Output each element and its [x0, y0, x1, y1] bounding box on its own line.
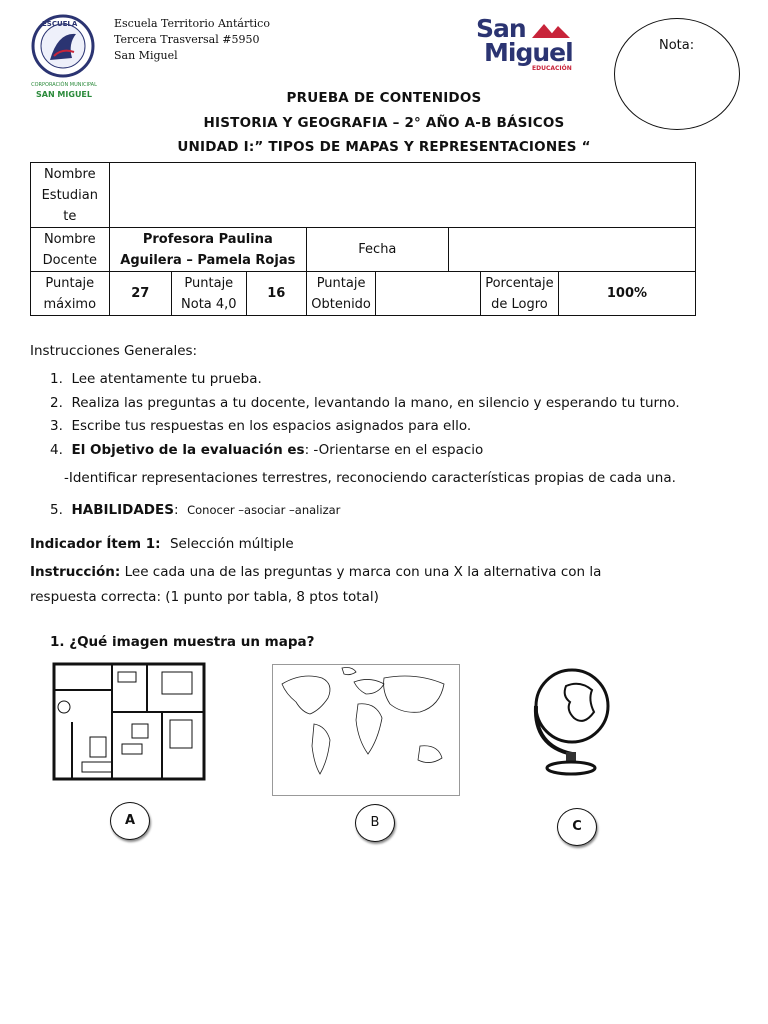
obtained-score-field[interactable]: [376, 272, 481, 316]
instruction-item: 4. El Objetivo de la evaluación es: -Orientarse en el espacio: [50, 441, 484, 458]
school-city: San Miguel: [114, 49, 178, 62]
world-map-image: [272, 664, 460, 796]
instruction-item: 1. Lee atentamente tu prueba.: [50, 371, 262, 387]
item-instruction: [30, 560, 601, 610]
brand-line1: San: [476, 14, 526, 43]
skills-item: 5. HABILIDADES: Conocer –asociar –analizar: [50, 502, 341, 518]
date-field[interactable]: [448, 228, 695, 272]
instruction-item-text: Escribe tus respuestas en los espacios asignados para ello.: [71, 418, 472, 434]
objective-rest: : -Orientarse en el espacio: [304, 441, 484, 458]
indicator-label: Indicador Ítem 1: [30, 536, 156, 552]
instruction-item: 2. Realiza las preguntas a tu docente, levantando la mano, en silencio y esperando tu turno.: [50, 394, 680, 411]
instruction-item: 3. Escribe tus respuestas en los espacios asignados para ello.: [50, 418, 472, 434]
objective-line2: -Identificar representaciones terrestres, reconociendo características propias de cada una.: [64, 470, 676, 486]
san-miguel-logo: [472, 14, 582, 74]
instruction-text: Lee cada una de las preguntas y marca con una X la alternativa con la: [120, 564, 602, 580]
option-b-button[interactable]: B: [355, 804, 395, 842]
question-1: [50, 634, 314, 650]
question-number: 1.: [50, 634, 65, 650]
instruction-item-text: Realiza las preguntas a tu docente, levantando la mano, en silencio y esperando tu turno.: [71, 394, 680, 411]
school-name: Escuela Territorio Antártico: [114, 17, 270, 30]
test-title: PRUEBA DE CONTENIDOS: [286, 90, 482, 106]
skills-text: Conocer –asociar –analizar: [187, 503, 341, 517]
logo-bottom-text-1: CORPORACIÓN MUNICIPAL: [31, 82, 97, 88]
date-label: Fecha: [307, 228, 449, 272]
subject-title: HISTORIA Y GEOGRAFIA – 2° AÑO A-B BÁSICOS: [203, 115, 565, 131]
max-score-value: 27: [109, 272, 171, 316]
pass-score-value: 16: [246, 272, 306, 316]
instruction-bold: Instrucción:: [30, 564, 121, 580]
question-text: ¿Qué imagen muestra un mapa?: [69, 634, 315, 650]
option-c-button[interactable]: C: [557, 808, 597, 846]
school-logo: [28, 12, 98, 102]
indicator-line: Indicador Ítem 1: Selección múltiple: [30, 536, 294, 552]
grade-circle[interactable]: [614, 18, 740, 130]
instructions-list: [50, 368, 680, 462]
max-score-label: Puntaje máximo: [31, 272, 110, 316]
option-a-button[interactable]: A: [110, 802, 150, 840]
student-name-label: Nombre Estudian te: [31, 163, 110, 228]
logo-top-text: ESCUELA: [42, 20, 78, 28]
indicator-value: Selección múltiple: [169, 536, 294, 552]
objective-bold: El Objetivo de la evaluación es: [71, 441, 305, 458]
percent-value: 100%: [558, 272, 695, 316]
pass-score-label: Puntaje Nota 4,0: [172, 272, 247, 316]
grade-label: Nota:: [659, 38, 695, 53]
student-info-table: [30, 162, 696, 316]
student-name-field[interactable]: [109, 163, 695, 228]
brand-sub: EDUCACIÓN: [532, 65, 572, 72]
logo-bottom-text-2: SAN MIGUEL: [36, 90, 92, 99]
brand-line2: Miguel: [484, 38, 573, 67]
globe-image: [522, 662, 614, 780]
instructions-heading: Instrucciones Generales:: [30, 343, 198, 359]
instruction-item-text: Lee atentamente tu prueba.: [71, 371, 262, 387]
obtained-score-label: Puntaje Obtenido: [307, 272, 376, 316]
floor-plan-image: [52, 662, 207, 782]
unit-title: UNIDAD I:” TIPOS DE MAPAS Y REPRESENTACIONES “: [177, 139, 591, 155]
school-street: Tercera Trasversal #5950: [114, 33, 260, 46]
instruction-text-2: respuesta correcta: (1 punto por tabla, 8 ptos total): [30, 589, 379, 605]
teacher-name-value: Profesora Paulina Aguilera – Pamela Rojas: [109, 228, 306, 272]
teacher-name-label: Nombre Docente: [31, 228, 110, 272]
skills-bold: HABILIDADES: [71, 502, 174, 518]
school-address: [114, 16, 270, 64]
percent-label: Porcentaje de Logro: [480, 272, 558, 316]
